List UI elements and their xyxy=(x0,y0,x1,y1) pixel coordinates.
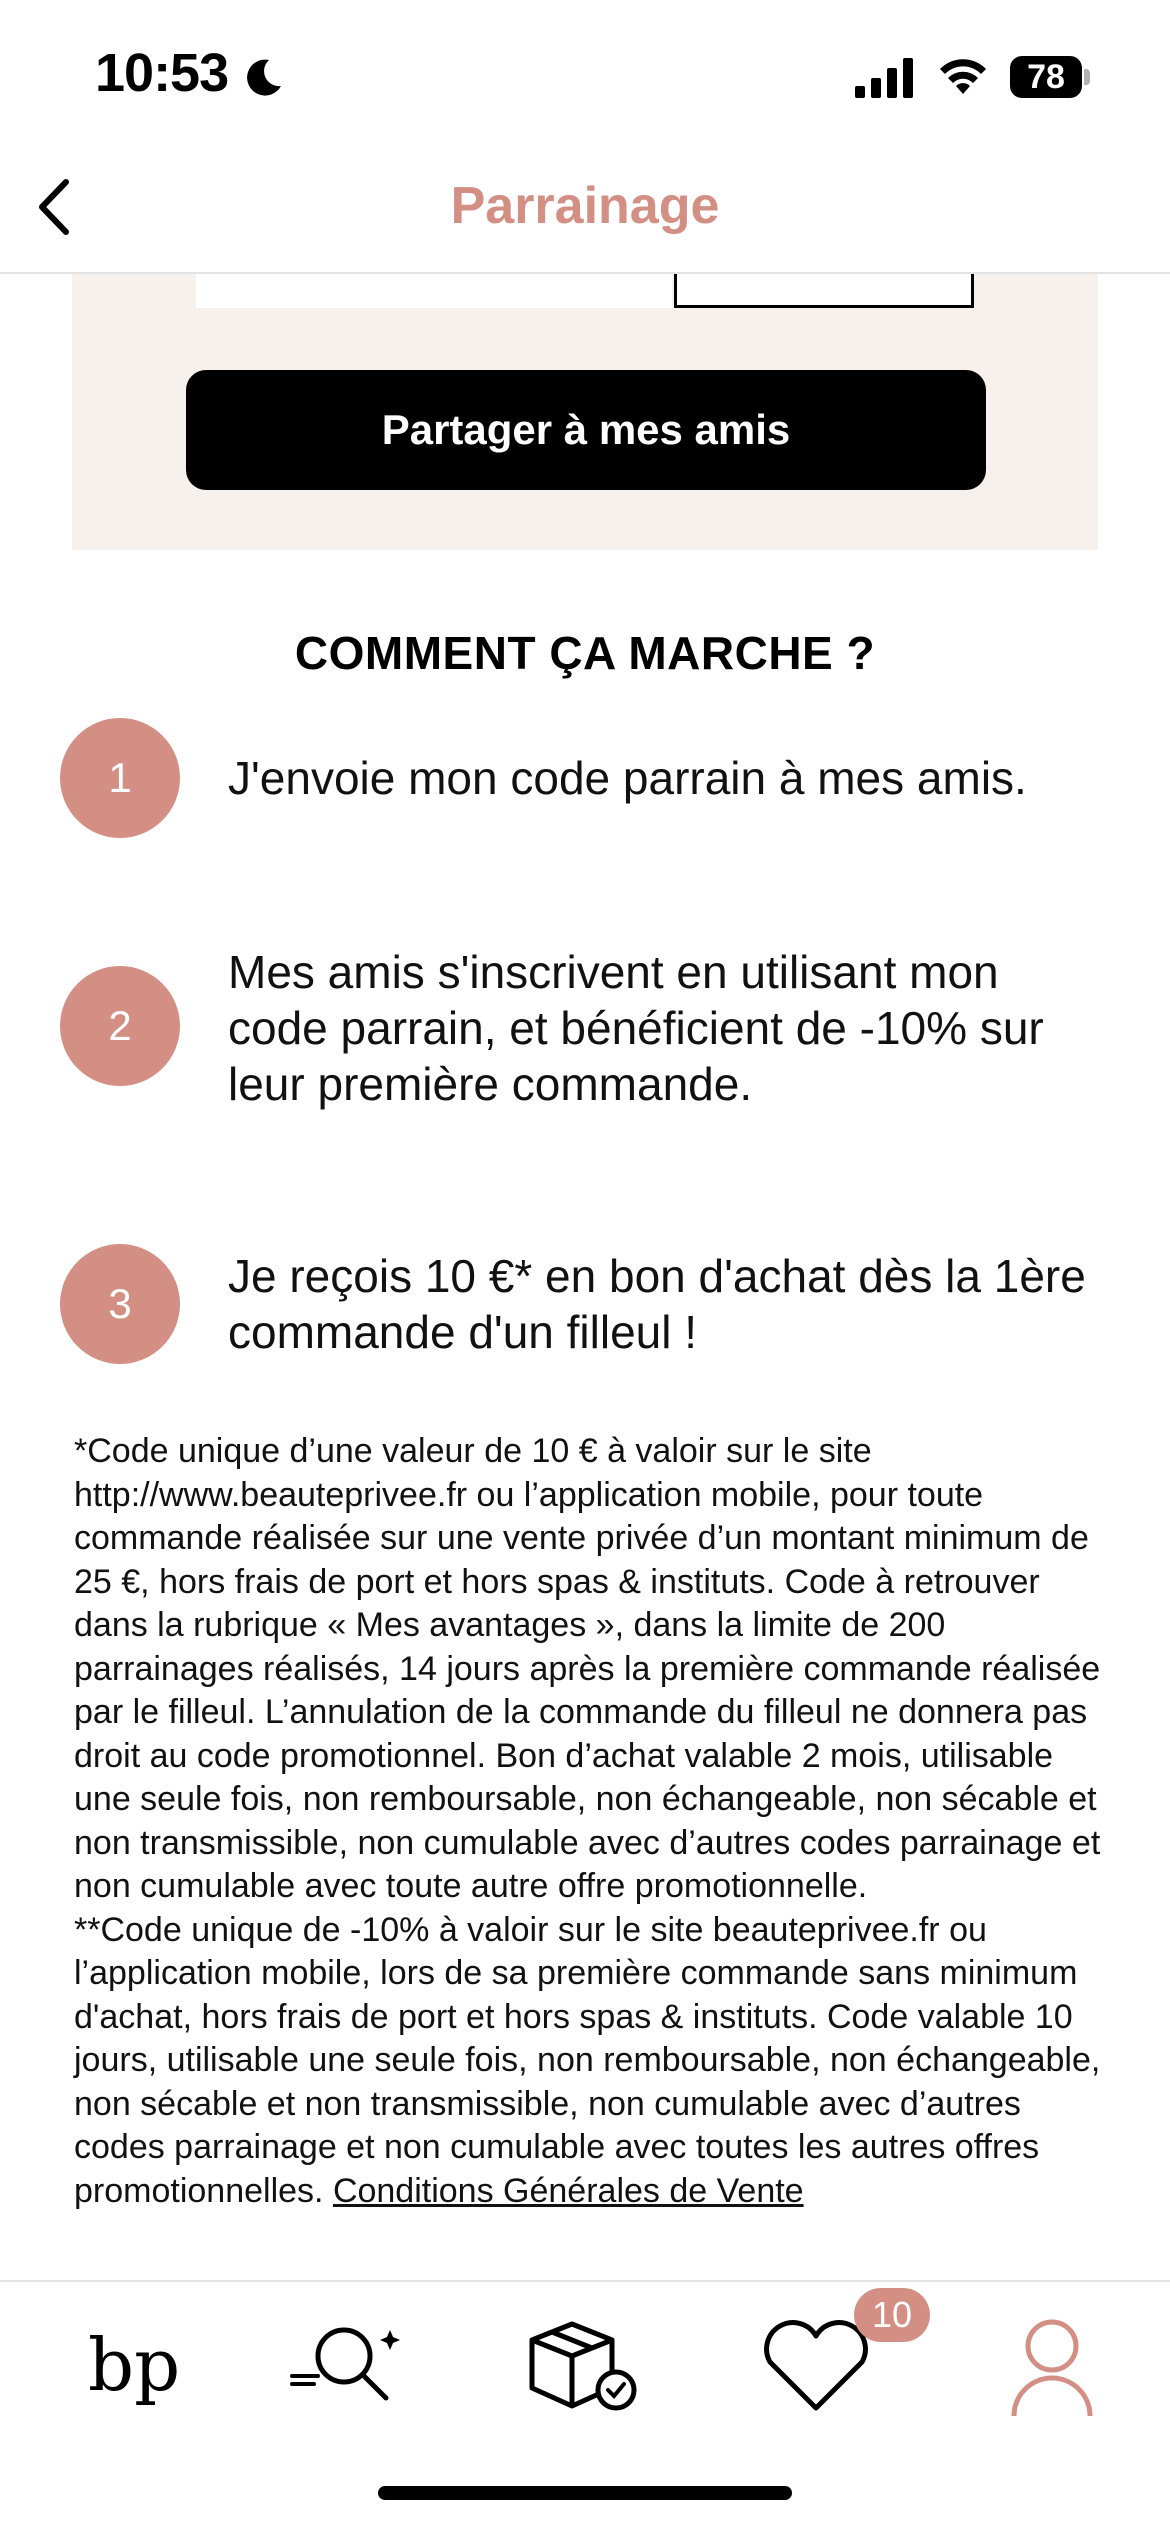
step-number-badge: 1 xyxy=(60,718,180,838)
step-text: J'envoie mon code parrain à mes amis. xyxy=(228,752,1027,804)
page-title: Parrainage xyxy=(450,177,720,235)
status-time: 10:53 xyxy=(95,43,229,103)
status-bar xyxy=(0,0,1170,150)
tab-search[interactable] xyxy=(286,2310,406,2420)
cellular-signal-icon xyxy=(855,58,915,98)
step-item xyxy=(60,944,1120,1120)
wishlist-count-badge: 10 xyxy=(854,2288,930,2342)
home-indicator xyxy=(378,2486,792,2500)
referral-share-card xyxy=(72,274,1098,550)
step-item xyxy=(60,1244,1120,1364)
battery-cap xyxy=(1084,69,1090,85)
bp-logo-icon xyxy=(60,2310,180,2420)
how-it-works-title: COMMENT ÇA MARCHE ? xyxy=(294,627,876,679)
moon-icon xyxy=(243,56,285,98)
step-number-badge: 3 xyxy=(60,1244,180,1364)
battery-level: 78 xyxy=(1010,56,1082,98)
legal-paragraph-2-text: **Code unique de -10% à valoir sur le site beauteprivee.fr ou l’application mobile, lors de sa première commande sans minimum d'achat, hors frais de port et hors spas & instituts. Code valable 10 jours, utilisable une seule fois, non remboursable, non échangeable, non sécable et non transmissible, non cumulable avec d’autres codes parrainage et non cumulable avec toutes les autres offres promotionnelles. xyxy=(74,1910,1101,2210)
orders-box-icon xyxy=(520,2310,640,2420)
tab-profile[interactable] xyxy=(992,2310,1112,2420)
referral-code-field[interactable] xyxy=(196,274,672,308)
battery-indicator xyxy=(1010,56,1090,98)
step-text: Je reçois 10 €* en bon d'achat dès la 1ère commande d'un filleul ! xyxy=(228,1250,1086,1358)
cgv-link[interactable]: Conditions Générales de Vente xyxy=(332,2171,804,2210)
step-text: Mes amis s'inscrivent en utilisant mon code parrain, et bénéficient de -10% sur leur première commande. xyxy=(228,946,1044,1110)
nav-header xyxy=(0,150,1170,274)
step-number-badge: 2 xyxy=(60,966,180,1086)
legal-paragraph-2 xyxy=(74,1909,1114,2214)
legal-paragraph-1: *Code unique d’une valeur de 10 € à valoir sur le site http://www.beauteprivee.fr ou l’application mobile, pour toute commande réalisée sur une vente privée d’un montant minimum de 25 €, hors frais de port et hors spas & instituts. Code à retrouver dans la rubrique « Mes avantages », dans la limite de 200 parrainages réalisés, 14 jours après la première commande réalisée par le filleul. L’annulation de la commande du filleul ne donnera pas droit au code promotionnel. Bon d’achat valable 2 mois, utilisable une seule fois, non remboursable, non échangeable, non sécable et non transmissible, non cumulable avec d’autres codes parrainage et non cumulable avec toute autre offre promotionnelle. xyxy=(74,1432,1101,1905)
step-item xyxy=(60,718,1120,838)
wifi-icon xyxy=(938,54,988,98)
tab-home[interactable] xyxy=(60,2310,180,2420)
bp-logo-text: bp xyxy=(88,2323,180,2407)
share-with-friends-button[interactable]: Partager à mes amis xyxy=(186,370,986,490)
legal-terms xyxy=(74,1430,1114,2213)
search-icon xyxy=(286,2310,406,2420)
profile-icon xyxy=(992,2310,1112,2420)
tab-orders[interactable] xyxy=(520,2310,640,2420)
copy-code-button[interactable] xyxy=(674,274,974,308)
